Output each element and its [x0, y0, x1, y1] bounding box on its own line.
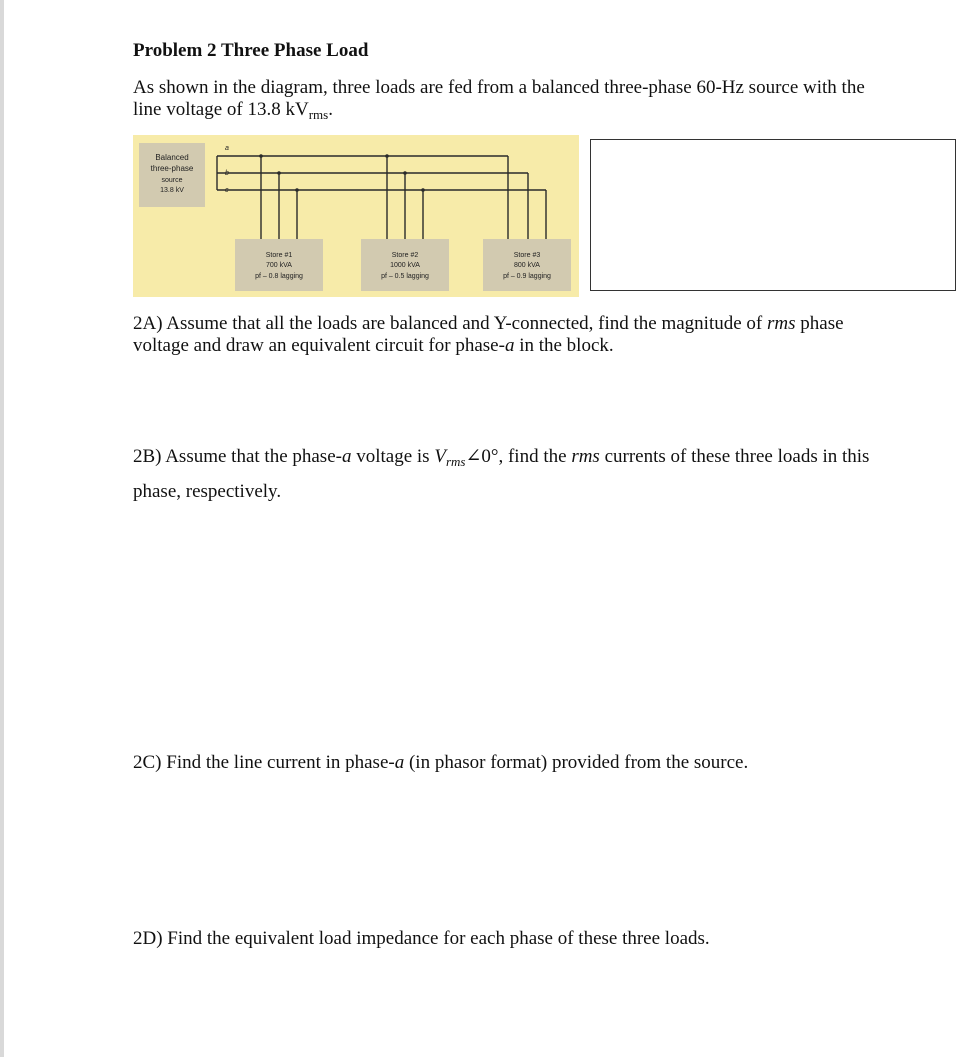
equivalent-circuit-answer-box[interactable] — [590, 139, 956, 291]
source-line-3: source — [161, 177, 183, 184]
q2a-text-4: in the block. — [514, 335, 614, 356]
store-2-name: Store #2 — [391, 252, 419, 259]
intro-period: . — [328, 99, 333, 120]
phase-label-b: b — [225, 170, 229, 177]
q2c-phase-a: a — [394, 752, 405, 773]
q2a-text-1: 2A) Assume that all the loads are balanced and Y-connected, find the magnitude of — [133, 313, 768, 334]
q2a-text-2: phase — [795, 313, 844, 334]
q2b-V: V — [434, 446, 446, 467]
q2c-text-2: (in phasor format) provided from the source. — [404, 752, 749, 773]
source-line-1: Balanced — [155, 153, 189, 162]
q2a-line-1 — [133, 313, 963, 335]
intro-voltage-text: line voltage of 13.8 kV — [133, 99, 309, 120]
q2b-V-sub: rms — [445, 454, 466, 469]
store-2-rating: 1000 kVA — [390, 262, 420, 269]
q2b-text-1: 2B) Assume that the phase- — [133, 446, 342, 467]
store-3-rating: 800 kVA — [514, 262, 540, 269]
store-1-rating: 700 kVA — [266, 262, 292, 269]
problem-intro — [133, 77, 963, 126]
q2b-line-2: phase, respectively. — [133, 481, 282, 502]
bus-lines — [217, 156, 546, 239]
q2b-text-2: voltage is — [351, 446, 435, 467]
question-2c — [133, 752, 963, 774]
three-phase-circuit-diagram — [133, 135, 579, 297]
store-2-pf: pf – 0.5 lagging — [381, 273, 429, 280]
store-3-name: Store #3 — [513, 252, 541, 259]
source-line-2: three-phase — [150, 164, 194, 173]
q2a-phase-a: a — [504, 335, 515, 356]
question-2a — [133, 313, 963, 357]
store-3-pf: pf – 0.9 lagging — [503, 273, 551, 280]
question-2b — [133, 442, 963, 507]
q2b-text-3: , find the — [498, 446, 572, 467]
intro-line-1: As shown in the diagram, three loads are fed from a balanced three-phase 60-Hz source with the — [133, 77, 865, 98]
source-line-4: 13.8 kV — [160, 187, 184, 194]
q2b-phase-a: a — [341, 446, 352, 467]
problem-title: Problem 2 Three Phase Load — [133, 40, 369, 61]
page-left-border — [0, 0, 4, 1057]
question-2d: 2D) Find the equivalent load impedance for each phase of these three loads. — [133, 928, 710, 949]
q2b-rms: rms — [571, 446, 600, 467]
store-1-pf: pf – 0.8 lagging — [255, 273, 303, 280]
q2a-line-2 — [133, 335, 963, 357]
q2b-angle: ∠0° — [465, 446, 499, 467]
q2c-text-1: 2C) Find the line current in phase- — [133, 752, 395, 773]
q2a-rms: rms — [767, 313, 796, 334]
store-1-name: Store #1 — [265, 252, 293, 259]
q2a-text-3: voltage and draw an equivalent circuit for phase- — [133, 335, 505, 356]
intro-rms-subscript: rms — [308, 107, 329, 122]
q2b-text-4: currents of these three loads in this — [599, 446, 870, 467]
phase-label-c: c — [225, 187, 229, 194]
q2b-line-1 — [133, 442, 963, 477]
phase-label-a: a — [225, 145, 229, 152]
intro-line-2 — [133, 99, 963, 126]
